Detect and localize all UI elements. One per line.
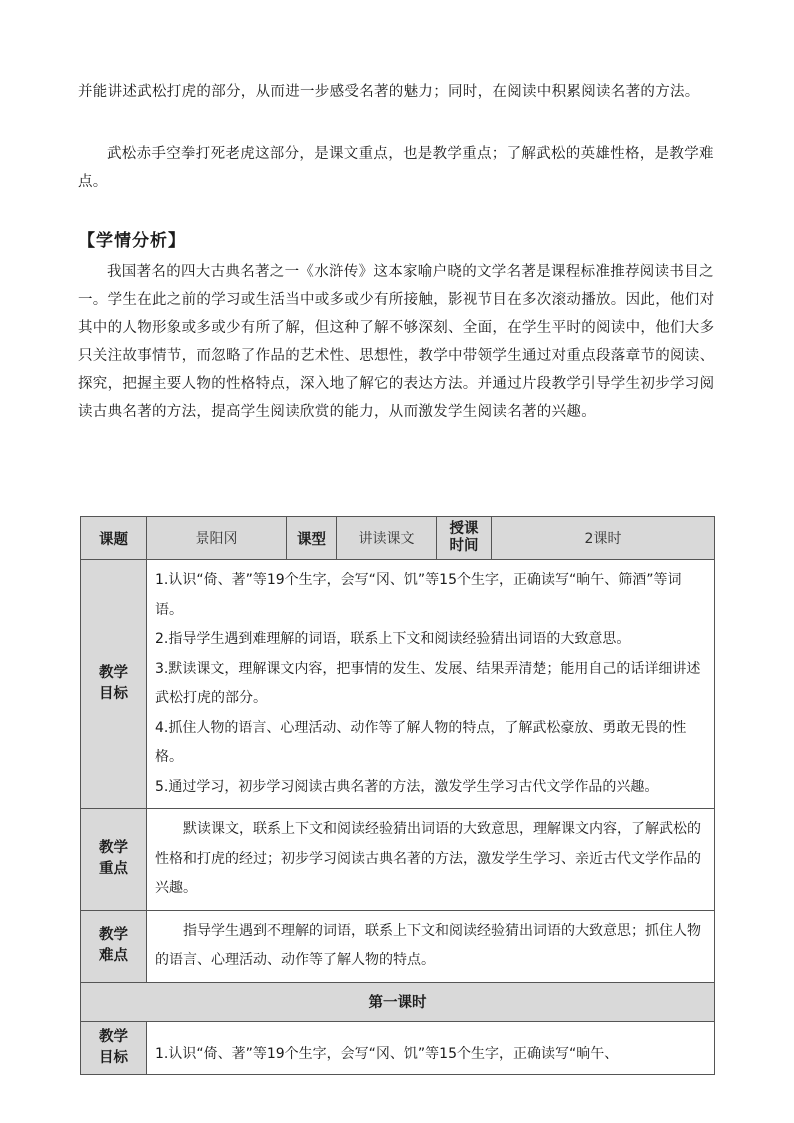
goals-label-line-1: 教学	[99, 665, 128, 681]
goals-label-line-2: 目标	[99, 686, 128, 702]
difficulty-text: 指导学生遇到不理解的词语，联系上下文和阅读经验猜出词语的大致意思；抓住人物的语言、心理活动、动作等了解人物的特点。	[155, 922, 701, 968]
goals-row	[81, 560, 715, 809]
goal-item: 2.指导学生遇到难理解的词语，联系上下文和阅读经验猜出词语的大致意思。	[155, 631, 631, 647]
lesson1-goal-text: 1.认识“倚、著”等19个生字，会写“冈、饥”等15个生字，正确读写“晌午、	[155, 1046, 619, 1062]
analysis-body: 我国著名的四大古典名著之一《水浒传》这本家喻户晓的文学名著是课程标准推荐阅读书目之一。学生在此之前的学习或生活当中或多或少有所接触，影视节目在多次滚动播放。因此，他们对其中的人物形象或多或少有所了解，但这种了解不够深刻、全面，在学生平时的阅读中，他们大多只关注故事情节，而忽略了作品的艺术性、思想性，教学中带领学生通过对重点段落章节的阅读、探究，把握主要人物的性格特点，深入地了解它的表达方法。并通过片段教学引导学生初步学习阅读古典名著的方法，提高学生阅读欣赏的能力，从而激发学生阅读名著的兴趣。	[78, 264, 715, 420]
type-label: 课型	[287, 517, 337, 560]
goal-item: 5.通过学习，初步学习阅读古典名著的方法，激发学生学习古代文学作品的兴趣。	[155, 778, 659, 795]
topic-value: 景阳冈	[147, 517, 287, 560]
section-title-analysis: 【学情分析】	[78, 231, 186, 251]
focus-row	[81, 809, 715, 911]
time-value: 2课时	[492, 517, 715, 560]
lesson1-goals-label	[81, 1021, 147, 1074]
focus-label	[81, 809, 147, 911]
lesson-plan-table	[80, 516, 715, 1075]
intro-paragraph-2: 武松赤手空拳打死老虎这部分，是课文重点，也是教学重点；了解武松的英雄性格，是教学难点。	[78, 146, 714, 190]
lesson1-goals-content	[147, 1021, 715, 1074]
goals-label	[81, 560, 147, 809]
goal-item: 1.认识“倚、著”等19个生字，会写“冈、饥”等15个生字，正确读写“晌午、筛酒”等词语。	[155, 572, 682, 618]
difficulty-row	[81, 910, 715, 982]
difficulty-label-line-1: 教学	[99, 927, 128, 943]
focus-text: 默读课文，联系上下文和阅读经验猜出词语的大致意思，理解课文内容，了解武松的性格和打虎的经过；初步学习阅读古典名著的方法，激发学生学习、亲近古代文学作品的兴趣。	[155, 821, 701, 896]
type-value: 讲读课文	[337, 517, 437, 560]
table-header-row	[81, 517, 715, 560]
lesson1-band: 第一课时	[81, 982, 715, 1021]
topic-label: 课题	[81, 517, 147, 560]
goal-item: 3.默读课文，理解课文内容，把事情的发生、发展、结果弄清楚；能用自己的话详细讲述武松打虎的部分。	[155, 660, 701, 706]
time-label	[437, 517, 492, 560]
difficulty-content	[147, 910, 715, 982]
time-label-line-1: 授课	[449, 521, 479, 537]
time-label-line-2: 时间	[449, 538, 479, 554]
difficulty-label	[81, 910, 147, 982]
goal-item: 4.抓住人物的语言、心理活动、动作等了解人物的特点，了解武松豪放、勇敢无畏的性格。	[155, 719, 687, 765]
goals-content	[147, 560, 715, 809]
lesson1-goals-label-line-1: 教学	[99, 1028, 128, 1045]
intro-paragraph-1: 并能讲述武松打虎的部分，从而进一步感受名著的魅力；同时，在阅读中积累阅读名著的方法。	[78, 84, 700, 100]
focus-label-line-1: 教学	[99, 840, 128, 857]
focus-content	[147, 809, 715, 911]
focus-label-line-2: 重点	[99, 861, 128, 878]
lesson1-band-row	[81, 982, 715, 1021]
lesson1-goals-label-line-2: 目标	[99, 1049, 128, 1066]
difficulty-label-line-2: 难点	[99, 948, 128, 964]
lesson1-goals-row	[81, 1021, 715, 1074]
